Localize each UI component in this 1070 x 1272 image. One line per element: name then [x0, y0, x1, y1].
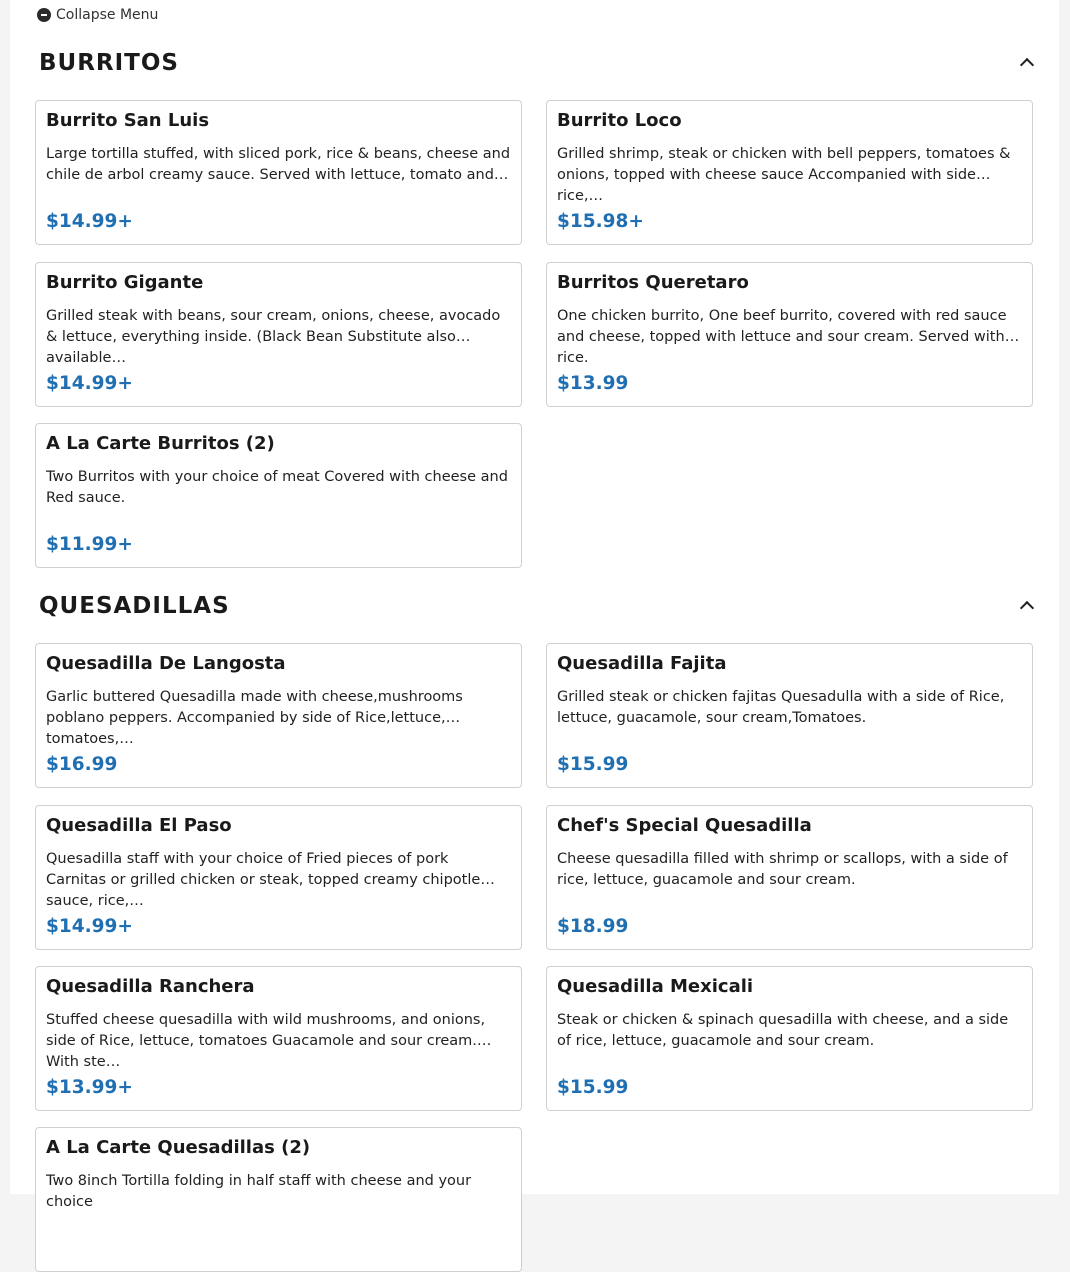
menu-item-card[interactable] — [546, 100, 1033, 245]
menu-item-description: Two Burritos with your choice of meat Covered with cheese and Red sauce. — [46, 469, 508, 506]
menu-item-description: Large tortilla stuffed, with sliced pork, rice & beans, cheese and chile de arbol creamy sauce. Served with lettuce, tomato and… — [46, 146, 511, 183]
menu-item-price: $14.99+ — [46, 373, 133, 394]
menu-item-card[interactable] — [35, 643, 522, 788]
menu-item-name: Burrito San Luis — [46, 110, 210, 131]
menu-item-name: Quesadilla Ranchera — [46, 976, 255, 997]
menu-item-price: $16.99 — [46, 754, 118, 775]
chevron-up-icon[interactable] — [1019, 55, 1035, 71]
menu-item-name: Quesadilla El Paso — [46, 815, 232, 836]
menu-item-name: A La Carte Burritos (2) — [46, 433, 275, 454]
menu-item-price: $11.99+ — [46, 534, 133, 555]
menu-item-description: Quesadilla staff with your choice of Fried pieces of pork Carnitas or grilled chicken or steak, topped creamy chipotle sauce, rice,… — [46, 851, 481, 909]
menu-item-card[interactable] — [546, 805, 1033, 950]
menu-item-card[interactable] — [546, 643, 1033, 788]
menu-item-price: $18.99 — [557, 916, 629, 937]
menu-item-name: Chef's Special Quesadilla — [557, 815, 812, 836]
chevron-up-icon[interactable] — [1019, 598, 1035, 614]
menu-item-name: Burrito Loco — [557, 110, 682, 131]
menu-item-price: $15.99 — [557, 754, 629, 775]
menu-item-name: A La Carte Quesadillas (2) — [46, 1137, 311, 1158]
section-title: QUESADILLAS — [39, 593, 230, 619]
section-title: BURRITOS — [39, 50, 179, 76]
menu-item-card[interactable] — [35, 966, 522, 1111]
menu-item-description: Garlic buttered Quesadilla made with cheese,mushrooms poblano peppers. Accompanied by side of Rice,lettuce, tomatoes,… — [46, 689, 463, 747]
menu-item-name: Burrito Gigante — [46, 272, 204, 293]
minus-circle-icon — [37, 8, 51, 22]
collapse-menu-button[interactable] — [37, 7, 158, 23]
menu-page — [10, 0, 1059, 1210]
menu-item-name: Quesadilla De Langosta — [46, 653, 286, 674]
menu-item-description: Grilled shrimp, steak or chicken with bell peppers, tomatoes & onions, topped with cheese sauce Accompanied with side rice,… — [557, 146, 1011, 204]
menu-item-description: Grilled steak or chicken fajitas Quesadulla with a side of Rice, lettuce, guacamole, sour cream,Tomatoes. — [557, 689, 1005, 726]
menu-item-description: Cheese quesadilla filled with shrimp or scallops, with a side of rice, lettuce, guacamole and sour cream. — [557, 851, 1008, 888]
menu-item-card[interactable] — [35, 100, 522, 245]
menu-item-description: Steak or chicken & spinach quesadilla with cheese, and a side of rice, lettuce, guacamole and sour cream. — [557, 1012, 1009, 1049]
menu-item-price: $14.99+ — [46, 211, 133, 232]
menu-item-name: Quesadilla Fajita — [557, 653, 727, 674]
menu-item-description: One chicken burrito, One beef burrito, covered with red sauce and cheese, topped with lettuce and sour cream. Served with rice. — [557, 308, 1007, 366]
menu-item-card[interactable] — [35, 1127, 522, 1272]
menu-item-description: Two 8inch Tortilla folding in half staff with cheese and your choice — [46, 1173, 472, 1210]
menu-item-price: $14.99+ — [46, 916, 133, 937]
menu-item-price: $15.98+ — [557, 211, 644, 232]
menu-item-price: $15.99 — [557, 1077, 629, 1098]
section-header-burritos — [39, 50, 1035, 76]
menu-item-price: $13.99 — [557, 373, 629, 394]
menu-item-name: Burritos Queretaro — [557, 272, 749, 293]
menu-item-card[interactable] — [35, 805, 522, 950]
menu-item-name: Quesadilla Mexicali — [557, 976, 754, 997]
menu-item-price: $13.99+ — [46, 1077, 133, 1098]
menu-item-card[interactable] — [35, 262, 522, 407]
menu-item-description: Grilled steak with beans, sour cream, onions, cheese, avocado & lettuce, everything inside. (Black Bean Substitute also available… — [46, 308, 501, 366]
menu-item-card[interactable] — [546, 262, 1033, 407]
menu-item-description: Stuffed cheese quesadilla with wild mushrooms, and onions, side of Rice, lettuce, tomatoes Guacamole and sour cream. With ste… — [46, 1012, 486, 1070]
collapse-menu-label: Collapse Menu — [56, 7, 159, 23]
menu-item-card[interactable] — [35, 423, 522, 568]
menu-item-card[interactable] — [546, 966, 1033, 1111]
section-header-quesadillas — [39, 593, 1035, 619]
